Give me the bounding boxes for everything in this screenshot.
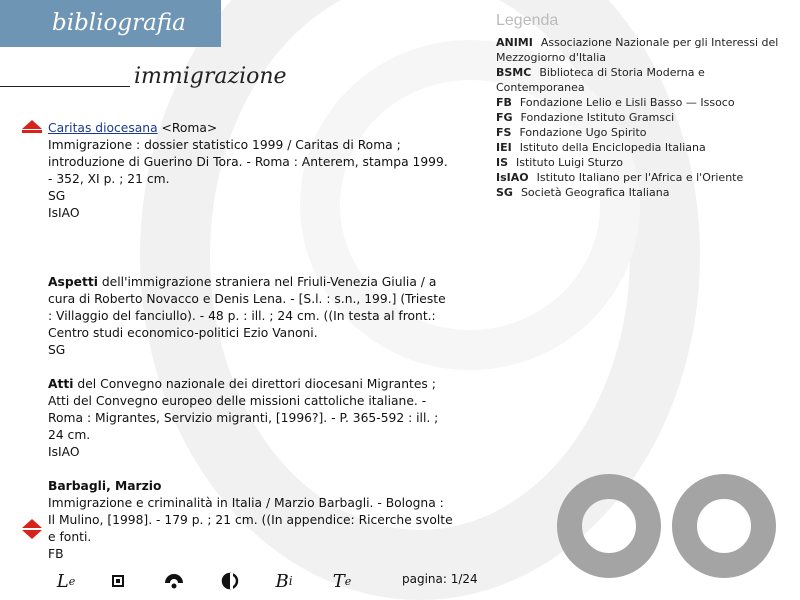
legend-desc: Società Geografica Italiana: [520, 186, 670, 199]
legend-desc: Istituto della Enciclopedia Italiana: [519, 141, 706, 154]
entry-description: dell'immigrazione straniera nel Friuli-Venezia Giulia / a cura di Roberto Novacco e Denis Lena. - [S.l. : s.n., 199.] (Trieste : Villaggio del fanciullo). - 48 p. : ill. ; 24 cm. ((In testa al front.: Centro studi economico-politici Ezio Vanoni.: [48, 275, 446, 340]
te-letter: T: [332, 570, 345, 592]
legend-code: FS: [496, 126, 512, 139]
scroll-top-bar-icon[interactable]: [22, 130, 42, 133]
legend-code: ANIMI: [496, 36, 533, 49]
legend-code: SG: [496, 186, 513, 199]
legend-code: FB: [496, 96, 512, 109]
section-title: immigrazione: [134, 64, 287, 89]
legend-item: [496, 35, 786, 65]
entry-location: SG: [48, 343, 66, 357]
legend-code: BSMC: [496, 66, 532, 79]
page-indicator: pagina: 1/24: [402, 572, 478, 586]
entry-lead: Barbagli, Marzio: [48, 479, 162, 493]
legend-item: [496, 140, 786, 155]
legend-item: [496, 185, 786, 200]
arch-icon[interactable]: [162, 566, 186, 596]
bi-letter: B: [275, 570, 289, 592]
section-rule: [0, 86, 130, 87]
scroll-top-arrow-icon[interactable]: [22, 120, 42, 129]
legend-code: IEI: [496, 141, 512, 154]
list-item: [48, 120, 453, 222]
legend-desc: Biblioteca di Storia Moderna e Contemporanea: [496, 66, 705, 94]
legend-code: FG: [496, 111, 513, 124]
te-nav-button[interactable]: [328, 566, 356, 596]
legend-desc: Istituto Luigi Sturzo: [516, 156, 623, 169]
legend-desc: Associazione Nazionale per gli Interessi del Mezzogiorno d'Italia: [496, 36, 779, 64]
entry-lead: Atti: [48, 377, 74, 391]
legend-item: [496, 125, 786, 140]
legend-desc: Fondazione Ugo Spirito: [519, 126, 647, 139]
square-icon[interactable]: [108, 566, 128, 596]
entry-title-rest: <Roma>: [157, 121, 218, 135]
legend-panel: [496, 12, 786, 200]
ring-decoration-left: [557, 474, 661, 578]
scroll-up-arrow-icon[interactable]: [22, 519, 42, 528]
entry-location: SG: [48, 189, 66, 203]
legend-item: [496, 170, 786, 185]
bibliography-list[interactable]: [48, 120, 453, 561]
bi-small: i: [288, 574, 293, 588]
legend-desc: Istituto Italiano per l'Africa e l'Oriente: [536, 171, 744, 184]
legend-desc: Fondazione Istituto Gramsci: [520, 111, 675, 124]
bi-nav-button[interactable]: [270, 566, 298, 596]
le-sup: e: [68, 574, 76, 588]
list-item: [48, 376, 453, 461]
legend-item: [496, 65, 786, 95]
le-letter: L: [56, 570, 69, 592]
entry-description: Immigrazione e criminalità in Italia / Marzio Barbagli. - Bologna : Il Mulino, [1998]. - 179 p. ; 21 cm. ((In appendice: Ricerche svolte e fonti.: [48, 496, 453, 544]
legend-item: [496, 155, 786, 170]
list-item: [48, 478, 453, 563]
list-item: [48, 274, 453, 359]
half-circle-icon[interactable]: [218, 566, 242, 596]
entry-author-link[interactable]: Caritas diocesana: [48, 121, 158, 135]
legend-code: IS: [496, 156, 509, 169]
entry-lead: Aspetti: [48, 275, 98, 289]
entry-location: IsIAO: [48, 445, 80, 459]
entry-description: del Convegno nazionale dei direttori diocesani Migrantes ; Atti del Convegno europeo delle missioni cattoliche italiane. - Roma : Migrantes, Servizio migranti, [1996?]. - P. 365-592 : ill. ; 24 cm.: [48, 377, 439, 442]
page-title: bibliografia: [0, 0, 221, 47]
te-small: e: [344, 574, 352, 588]
legend-item: [496, 110, 786, 125]
bottom-toolbar: [0, 566, 800, 596]
entry-location: IsIAO: [48, 206, 80, 220]
legend-desc: Fondazione Lelio e Lisli Basso — Issoco: [519, 96, 735, 109]
legend-heading: Legenda: [496, 12, 559, 29]
entry-location: FB: [48, 547, 64, 561]
legend-code: IsIAO: [496, 171, 529, 184]
ring-decoration-right: [672, 474, 776, 578]
le-nav-button[interactable]: [52, 566, 80, 596]
entry-description: Immigrazione : dossier statistico 1999 / Caritas di Roma ; introduzione di Guerino Di Tora. - Roma : Anterem, stampa 1999. - 352, XI p. ; 21 cm.: [48, 138, 448, 186]
legend-item: [496, 95, 786, 110]
scroll-down-arrow-icon[interactable]: [22, 530, 42, 539]
